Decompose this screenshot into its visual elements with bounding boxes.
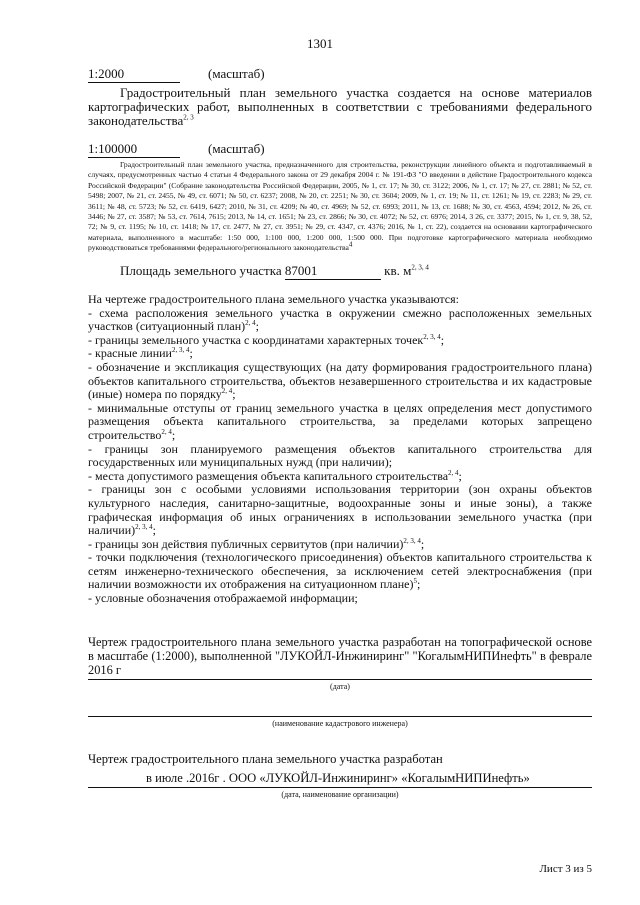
list-heading: На чертеже градостроительного плана земельного участка указываются: xyxy=(88,292,459,306)
footnote-ref: 2, 3, 4 xyxy=(135,523,153,532)
list-item: - границы зон планируемого размещения объектов капитального строительства для государственных или муниципальных нужд (при наличии); xyxy=(88,441,592,470)
footnote-ref: 2, 4 xyxy=(161,427,172,436)
footnote-ref: 4 xyxy=(348,240,353,249)
scale-label: (масштаб) xyxy=(208,66,265,81)
area-value: 87001 xyxy=(285,263,381,280)
footnote-ref: 2, 3 xyxy=(183,113,194,122)
footnote-ref: 2, 3, 4 xyxy=(403,536,421,545)
caption-engineer: (наименование кадастрового инженера) xyxy=(272,719,408,728)
scale-value: 1:100000 xyxy=(88,141,180,158)
footnote-ref: 2, 4 xyxy=(221,387,233,396)
list-items xyxy=(88,307,592,606)
list-item: - минимальные отступы от границ земельного участка в целях определения мест допустимого размещения объекта капитального строительства, за пределами которых запрещено строительство$^{2, 4}$; xyxy=(88,400,592,442)
list-item: - обозначение и экспликация существующих (на дату формирования градостроительного плана) объектов капитального строительства, объектов незавершенного строительства и их кадастровые (иные) номера по порядку$^{2, 4}$; xyxy=(88,359,592,402)
engineer-line xyxy=(88,716,592,717)
footnote-ref: 5 xyxy=(413,577,417,586)
list-item: - условные обозначения отображаемой информации; xyxy=(88,591,358,606)
drawing-basis: Чертеж градостроительного плана земельного участка разработан на топографической основе в масштабе (1:2000), выполненной "ЛУКОЙЛ-Инжиниринг" "КогалымНИПИнефть" в феврале 2016 г xyxy=(88,635,592,677)
sheet-number: Лист 3 из 5 xyxy=(539,863,592,875)
date-line xyxy=(88,679,592,680)
footnote-ref: 2, 3, 4 xyxy=(423,332,441,341)
developed-line-2: в июле .2016г . ООО «ЛУКОЙЛ-Инжиниринг» «КогалымНИПИнефть» xyxy=(88,771,592,788)
scale-row-main xyxy=(88,66,265,83)
legal-note: Градостроительный план земельного участка, предназначенного для строительства, реконструкции линейного объекта и подготавливаемый в случаях, предусмотренных частью 4 статьи 4 Федерального закона от 29 декабря 2004 г. № 191-ФЗ "О введении в действие Градостроительного кодекса Российской Федерации" (Собрание законодательства Российской Федерации, 2005, № 1, ст. 17; № 30, ст. 3122; 2006, № 1, ст. 17; № 27, ст. 2881; № 52, ст. 5498; 2007, № 21, ст. 2455, № 49, ст. 6071; № 50, ст. 6237; 2008, № 20, ст. 2251; № 30, ст. 3604; 2009, № 1, ст. 19; № 11, ст. 1261; № 19, ст. 2283; № 29, ст. 3611; № 48, ст. 5723; № 52, ст. 6419, 6427; 2010, № 31, ст. 4209; № 40, ст. 4969; № 52, ст. 6993; 2011, № 13, ст. 1688; № 30, ст. 4563, 4594; 2012, № 26, ст. 3446; № 27, ст. 3587; № 53, ст. 7614, 7615; 2013, № 14, ст. 1651; № 23, ст. 2866; № 30, ст. 4072; № 52, ст. 6976; 2014, 3 26, ст. 3377; 2015, № 1, ст. 9, 38, 52, 72; № 9, ст. 1195; № 10, ст. 1418; № 17, ст. 2477, № 27, ст. 3951; № 29, ст. 4347, ст. 4376; 2016, № 1, ст. 22), создается на основании картографического материала, выполненного в масштабе: 1:50 000, 1:100 000, 1:200 000, 1:500 000. При подготовке картографического материала необходимо руководствоваться требованиями федерального/регионального законодательства$^4$ xyxy=(88,160,592,253)
scale-paragraph: Градостроительный план земельного участка создается на основе материалов картографических работ, выполненных в соответствии с требованиями федерального законодательства$^{2, 3}$ xyxy=(88,85,592,128)
footnote-ref: 2, 3, 4 xyxy=(171,346,190,355)
list-item: - границы зон действия публичных сервитутов (при наличии)$^{2, 3, 4}$; xyxy=(88,536,425,551)
area-label: Площадь земельного участка xyxy=(120,263,282,278)
developed-line-1: Чертеж градостроительного плана земельного участка разработан xyxy=(88,752,443,766)
list-item: - границы зон с особыми условиями использования территории (зон охраны объектов культурного наследия, санитарно-защитные, водоохранные зоны и иные зоны), а также графическая информация об иных ограничениях в использовании земельного участка (при наличии)$^{2, 3, 4}$; xyxy=(88,482,592,538)
footnote-ref: 2, 3, 4 xyxy=(411,263,429,272)
footnote-ref: 2, 4 xyxy=(245,319,256,328)
drawing-contents xyxy=(88,293,592,606)
page-number: 1301 xyxy=(307,36,333,51)
scale-label: (масштаб) xyxy=(208,141,265,156)
list-item: - границы земельного участка с координатами характерных точек$^{2, 3, 4}$; xyxy=(88,332,445,347)
scale-value: 1:2000 xyxy=(88,66,180,83)
list-item: - красные линии$^{2, 3, 4}$; xyxy=(88,346,193,361)
plot-area xyxy=(120,263,429,280)
scale-row-situation xyxy=(88,141,265,158)
caption-org: (дата, наименование организации) xyxy=(281,790,399,799)
list-item: - точки подключения (технологического присоединения) объектов капитального строительства к сетям инженерно-технического обеспечения, за исключением сетей электроснабжения (при наличии возможности их отображения на ситуационном плане)$^5$; xyxy=(88,550,592,592)
list-item: - места допустимого размещения объекта капитального строительства$^{2, 4}$; xyxy=(88,468,462,483)
area-unit: кв. м xyxy=(384,263,412,278)
list-item: - схема расположения земельного участка в окружении смежно расположенных земельных участков (ситуационный план)$^{2, 4}$; xyxy=(88,305,592,334)
footnote-ref: 2, 4 xyxy=(448,468,459,477)
caption-date: (дата) xyxy=(330,682,350,691)
